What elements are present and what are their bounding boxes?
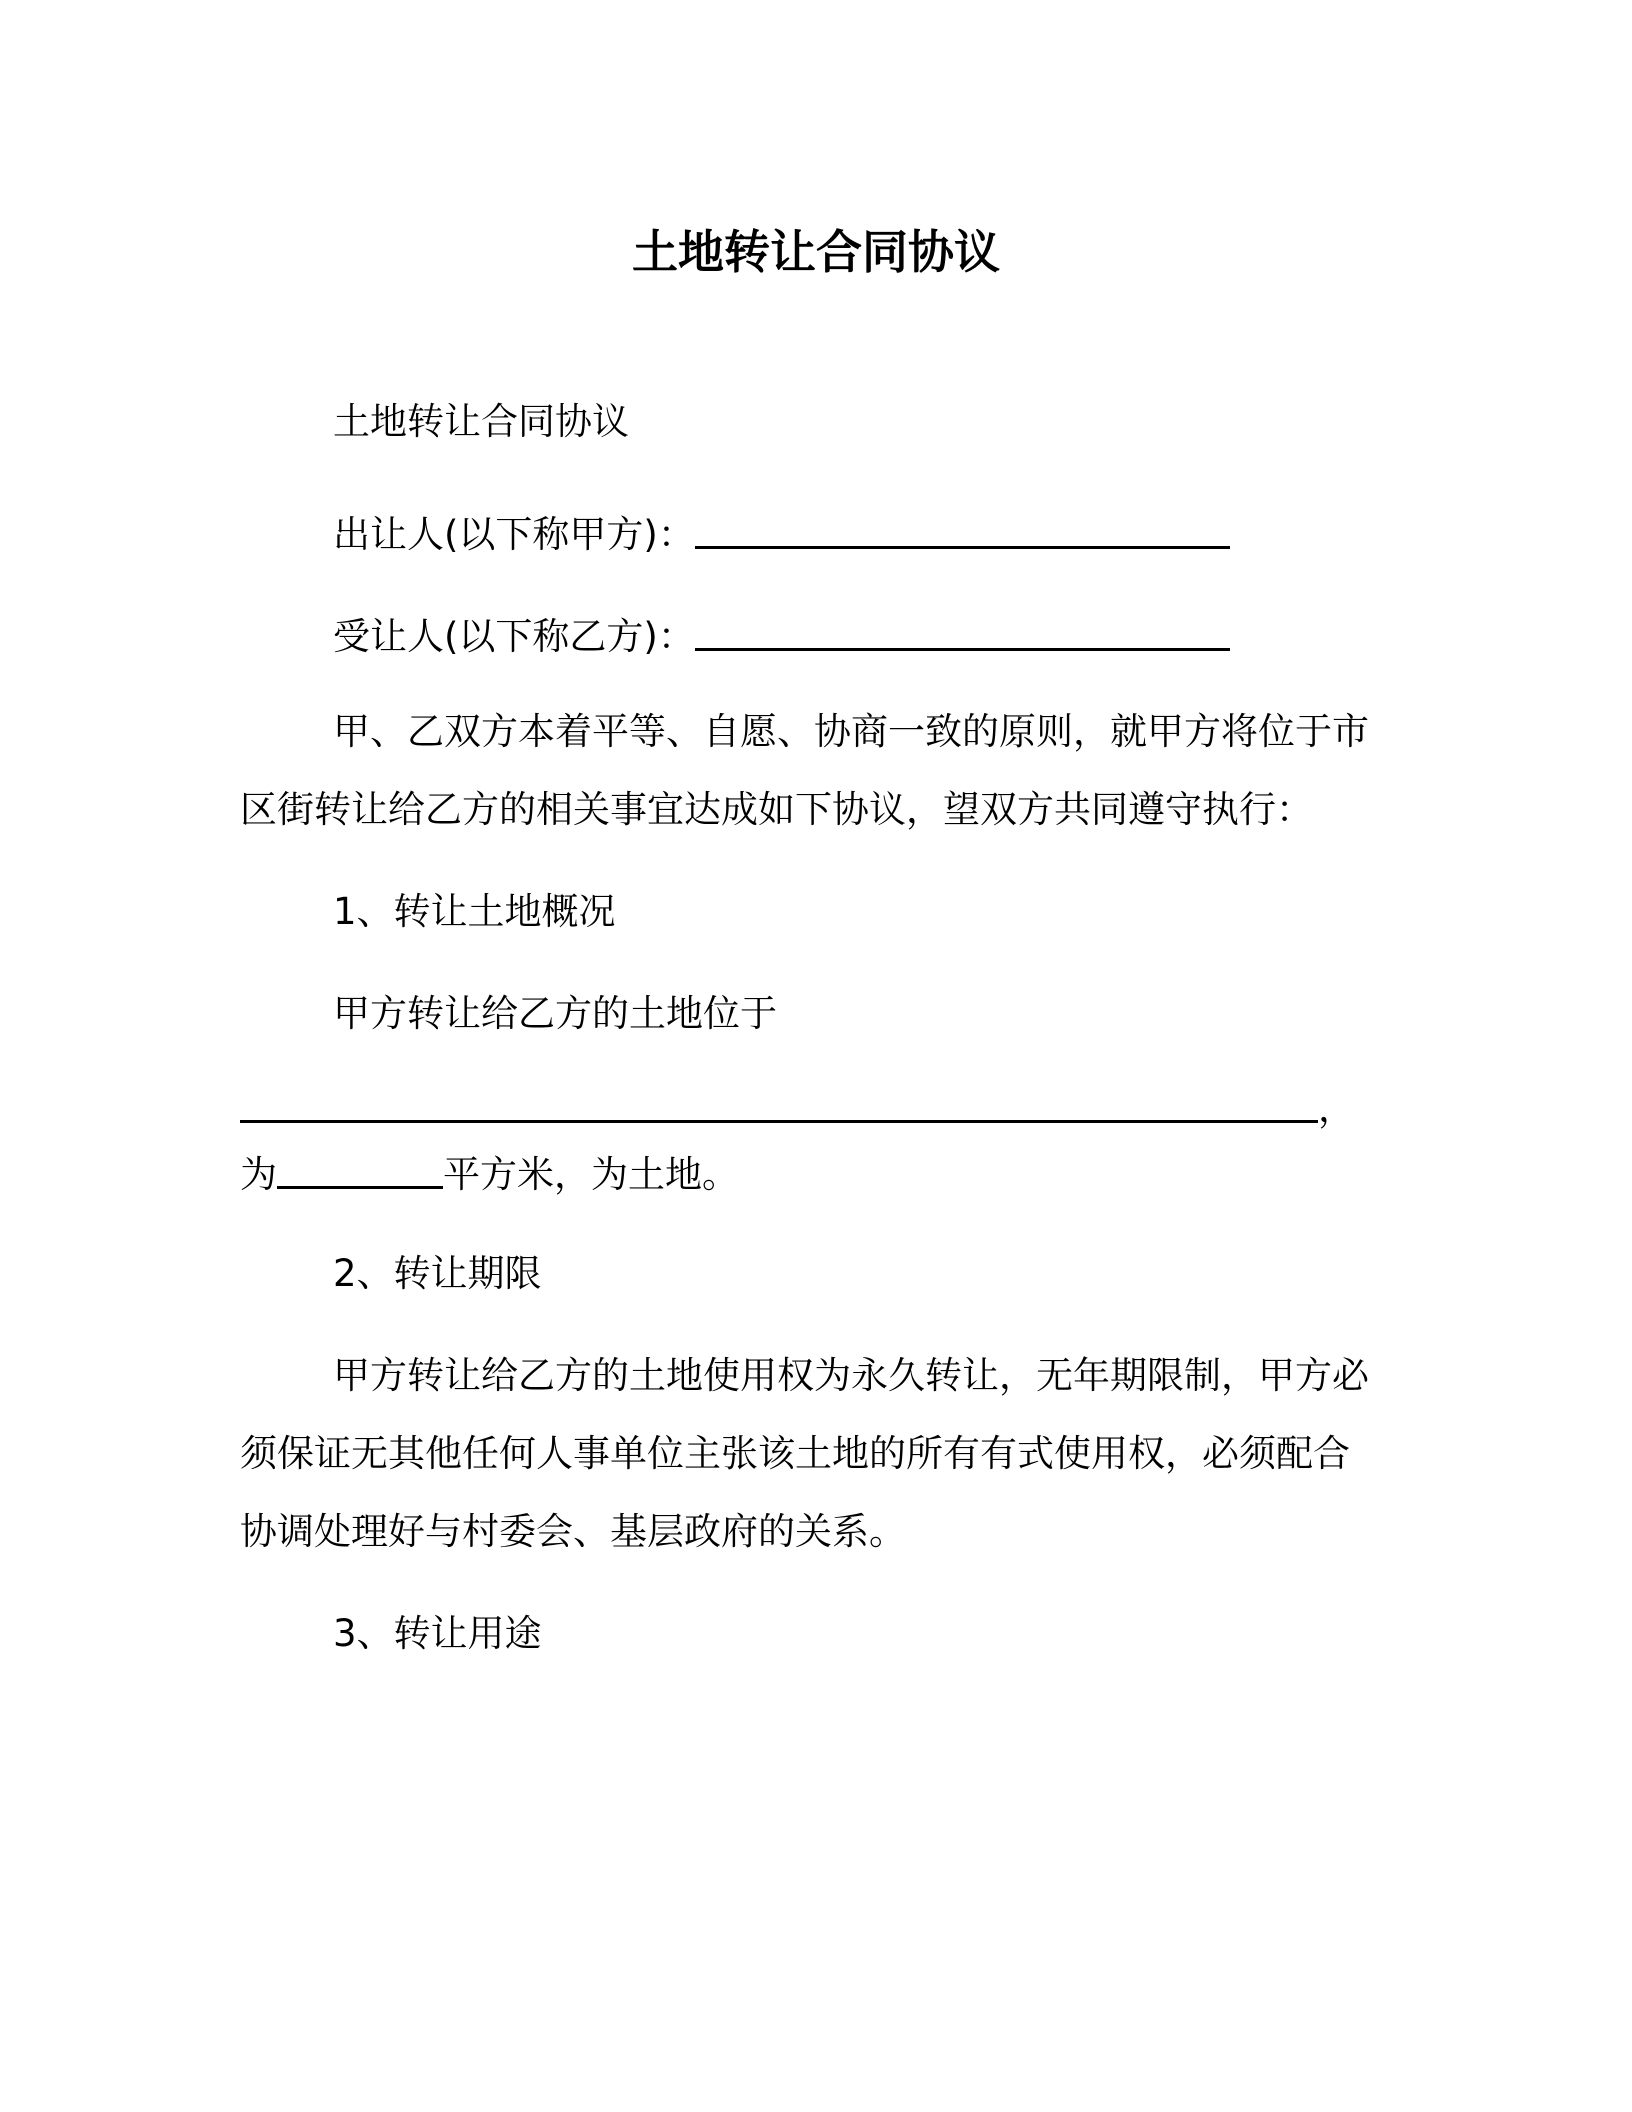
location-blank-line (240, 1080, 1355, 1135)
area-prefix: 为 (240, 1153, 277, 1196)
location-comma: ， (1318, 1087, 1355, 1130)
party-a-blank (695, 508, 1230, 549)
section-2-line-1: 甲方转让给乙方的土地使用权为永久转让，无年期限制，甲方必 (333, 1354, 1369, 1397)
section-2-line-3: 协调处理好与村委会、基层政府的关系。 (240, 1510, 906, 1553)
section-3-heading: 3、转让用途 (333, 1612, 542, 1655)
party-a-line (333, 506, 1230, 561)
location-blank (240, 1082, 1318, 1123)
section-1-heading: 1、转让土地概况 (333, 890, 616, 933)
party-b-line (333, 608, 1230, 663)
section-2-heading: 2、转让期限 (333, 1252, 542, 1295)
intro-line-2: 区街转让给乙方的相关事宜达成如下协议，望双方共同遵守执行： (240, 788, 1313, 831)
area-suffix: 平方米，为土地。 (443, 1153, 739, 1196)
section-1-text: 甲方转让给乙方的土地位于 (333, 992, 777, 1035)
document-title: 土地转让合同协议 (632, 225, 1000, 279)
party-b-label: 受让人(以下称乙方)： (333, 615, 695, 658)
area-line (240, 1146, 739, 1201)
party-b-blank (695, 610, 1230, 651)
area-blank (277, 1148, 443, 1189)
party-a-label: 出让人(以下称甲方)： (333, 513, 695, 556)
section-2-line-2: 须保证无其他任何人事单位主张该土地的所有有式使用权，必须配合 (240, 1432, 1350, 1475)
document-subtitle: 土地转让合同协议 (333, 400, 629, 443)
intro-line-1: 甲、乙双方本着平等、自愿、协商一致的原则，就甲方将位于市 (333, 710, 1369, 753)
